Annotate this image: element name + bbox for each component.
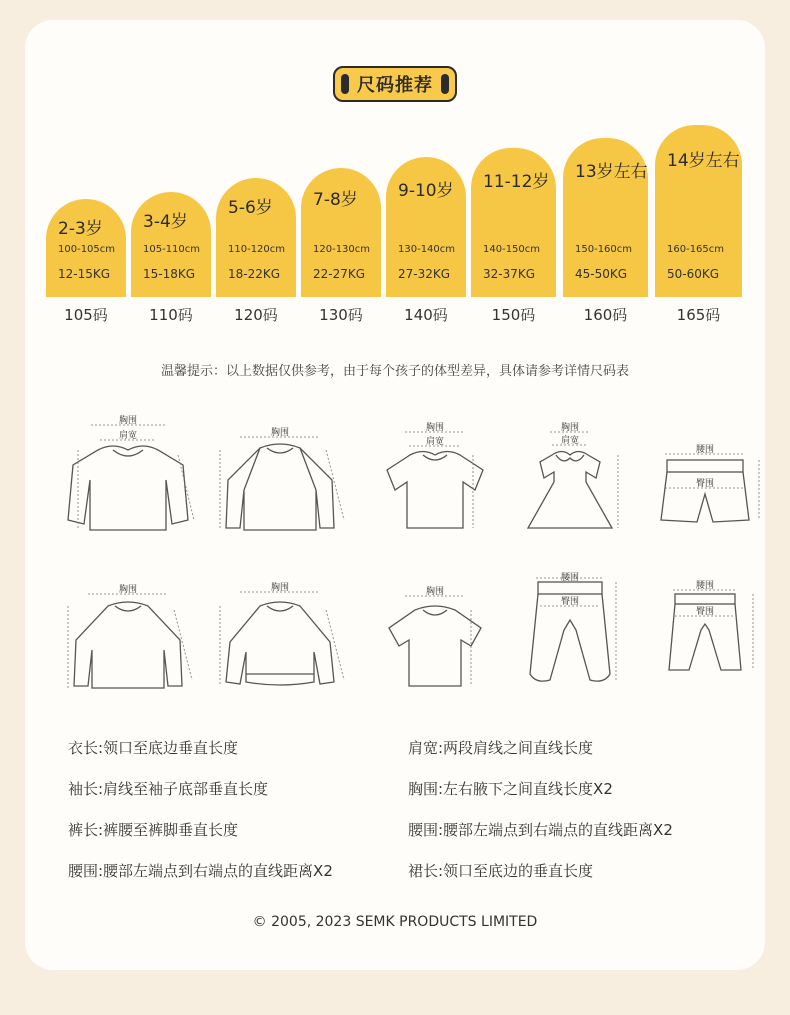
shoulder-label: 肩宽 [560,436,580,446]
definition-waist: 腰围:腰部左端点到右端点的直线距离X2 [408,821,673,839]
waist-label: 腰围 [695,581,715,591]
size-label: 120码 [234,306,278,324]
height-range: 110-120cm [228,244,286,255]
chest-label: 胸围 [270,583,290,593]
chest-label: 胸围 [560,423,580,433]
height-range: 100-105cm [58,244,116,255]
hip-label: 臀围 [560,597,580,607]
size-arch-6 [563,138,648,297]
height-range: 150-160cm [575,244,633,255]
shoulder-label: 肩宽 [118,431,138,441]
size-label: 150码 [491,306,536,324]
size-label: 165码 [676,306,721,324]
hip-label: 臀围 [695,479,715,489]
size-arch-3 [301,168,381,297]
title-left-cap [341,74,349,94]
weight-range: 15-18KG [143,267,196,281]
size-arch-0 [46,199,126,297]
chest-label: 胸围 [425,423,445,433]
definition-skirt: 裙长:领口至底边的垂直长度 [408,862,594,880]
definition-length: 衣长:领口至底边垂直长度 [68,739,239,757]
size-label: 140码 [404,306,448,324]
raglan-sweatshirt-diagram [58,570,198,700]
chest-label: 胸围 [270,428,290,438]
size-arch-2 [216,178,296,297]
cuffed-sweatshirt-diagram [210,570,350,700]
age-label: 2-3岁 [58,219,103,239]
weight-range: 27-32KG [398,267,451,281]
size-recommendation-title [333,66,457,102]
definition-sleeve: 袖长:肩线至袖子底部垂直长度 [68,780,269,798]
age-label: 11-12岁 [483,172,550,192]
sweatshirt-diagram [58,410,198,540]
copyright: © 2005, 2023 SEMK PRODUCTS LIMITED [252,914,538,930]
shorts-diagram [635,410,775,540]
hip-label: 臀围 [695,607,715,617]
waist-label: 腰围 [560,573,580,583]
jogger-pants-diagram [500,570,640,700]
definition-pants: 裤长:裤腰至裤脚垂直长度 [68,821,239,839]
size-arch-1 [131,192,211,297]
raglan-tee-diagram [365,570,505,700]
age-label: 9-10岁 [398,181,454,201]
chest-label: 胸围 [118,585,138,595]
size-label: 110码 [149,306,193,324]
definition-shoulder: 肩宽:两段肩线之间直线长度 [408,739,594,757]
tip-text: 温馨提示：以上数据仅供参考，由于每个孩子的体型差异，具体请参考详情尺码表 [160,364,629,379]
weight-range: 32-37KG [483,267,536,281]
age-label: 7-8岁 [313,190,358,210]
raglan-shirt-diagram [210,410,350,540]
definition-chest: 胸围:左右腋下之间直线长度X2 [408,780,613,798]
height-range: 105-110cm [143,244,201,255]
height-range: 140-150cm [483,244,541,255]
dress-diagram [500,410,640,540]
definition-waist-2: 腰围:腰部左端点到右端点的直线距离X2 [68,862,333,880]
weight-range: 45-50KG [575,267,628,281]
waist-label: 腰围 [695,445,715,455]
height-range: 120-130cm [313,244,371,255]
size-label: 105码 [64,306,108,324]
title-right-cap [441,74,449,94]
shoulder-label: 肩宽 [425,437,445,447]
tshirt-diagram [365,410,505,540]
size-label: 160码 [583,306,628,324]
weight-range: 12-15KG [58,267,111,281]
size-arch-4 [386,157,466,297]
chest-label: 胸围 [118,416,138,426]
weight-range: 22-27KG [313,267,366,281]
cropped-pants-diagram [635,570,775,700]
age-label: 14岁左右 [667,151,740,171]
age-label: 13岁左右 [575,162,648,182]
chest-label: 胸围 [425,587,445,597]
age-label: 5-6岁 [228,198,273,218]
title-text: 尺码推荐 [357,75,433,96]
age-label: 3-4岁 [143,212,188,232]
height-range: 130-140cm [398,244,456,255]
size-label: 130码 [319,306,363,324]
weight-range: 18-22KG [228,267,281,281]
size-arch-7 [655,125,742,297]
weight-range: 50-60KG [667,267,720,281]
size-arch-5 [471,148,556,297]
height-range: 160-165cm [667,244,725,255]
